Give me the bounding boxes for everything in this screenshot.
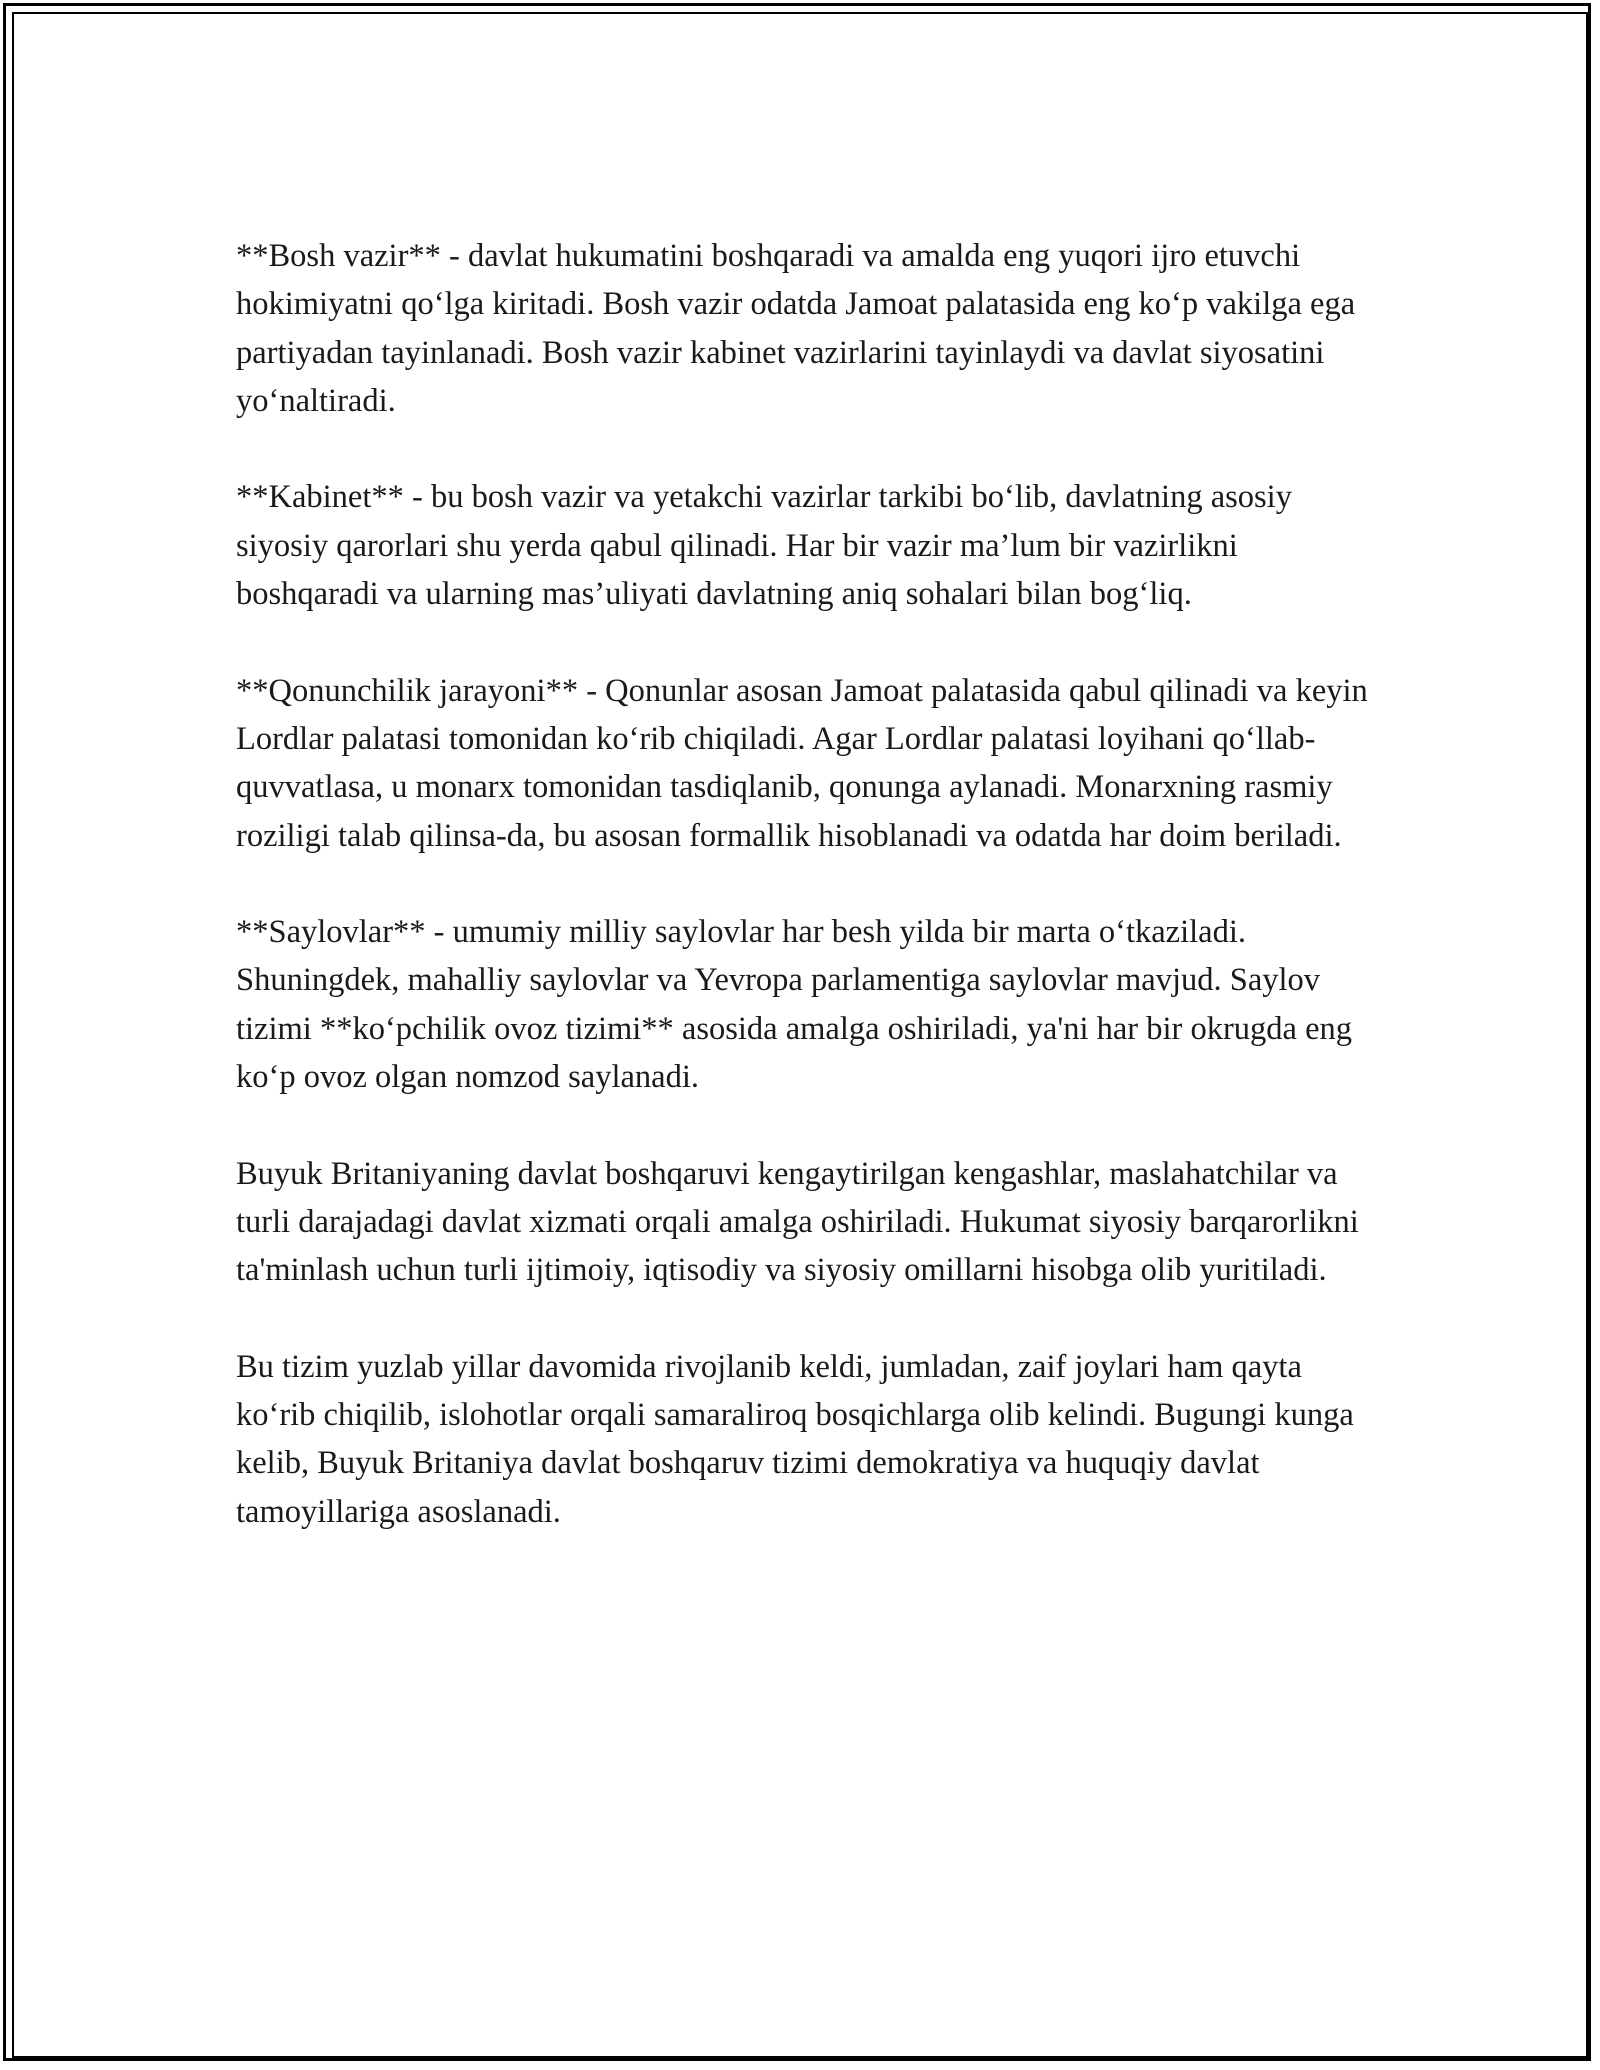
paragraph-davlat-boshqaruvi: Buyuk Britaniyaning davlat boshqaruvi kengaytirilgan kengashlar, maslahatchilar va turli darajadagi davlat xizmati orqali amalga oshiriladi. Hukumat siyosiy barqarorlikni ta'minlash uchun turli ijtimoiy, iqtisodiy va siyosiy omillarni hisobga olib yuritiladi.	[236, 1155, 1359, 1289]
paragraph-tizim-rivojlanishi: Bu tizim yuzlab yillar davomida rivojlanib keldi, jumladan, zaif joylari ham qayta ko‘rib chiqilib, islohotlar orqali samaraliroq bosqichlarga olib kelindi. Bugungi kunga kelib, Buyuk Britaniya davlat boshqaruv tizimi demokratiya va huquqiy davlat tamoyillariga asoslanadi.	[236, 1348, 1354, 1530]
paragraph-qonunchilik-jarayoni: **Qonunchilik jarayoni** - Qonunlar asosan Jamoat palatasida qabul qilinadi va keyin Lordlar palatasi tomonidan ko‘rib chiqiladi. Agar Lordlar palatasi loyihani qo‘llab-quvvatlasa, u monarx tomonidan tasdiqlanib, qonunga aylanadi. Monarxning rasmiy roziligi talab qilinsa-da, bu asosan formallik hisoblanadi va odatda har doim beriladi.	[236, 672, 1368, 854]
paragraph-bosh-vazir: **Bosh vazir** - davlat hukumatini boshqaradi va amalda eng yuqori ijro etuvchi hokimiyatni qo‘lga kiritadi. Bosh vazir odatda Jamoat palatasida eng ko‘p vakilga ega partiyadan tayinlanadi. Bosh vazir kabinet vazirlarini tayinlaydi va davlat siyosatini yo‘naltiradi.	[236, 238, 1356, 419]
paragraph-saylovlar: **Saylovlar** - umumiy milliy saylovlar har besh yilda bir marta o‘tkaziladi. Shuningdek, mahalliy saylovlar va Yevropa parlamentiga saylovlar mavjud. Saylov tizimi **ko‘pchilik ovoz tizimi** asosida amalga oshiriladi, ya'ni har bir okrugda eng ko‘p ovoz olgan nomzod saylanadi.	[236, 914, 1353, 1096]
paragraph-kabinet: **Kabinet** - bu bosh vazir va yetakchi vazirlar tarkibi bo‘lib, davlatning asosiy siyosiy qarorlari shu yerda qabul qilinadi. Har bir vazir ma’lum bir vazirlikni boshqaradi va ularning mas’uliyati davlatning aniq sohalari bilan bog‘liq.	[236, 479, 1292, 613]
document-body	[236, 232, 1386, 1584]
